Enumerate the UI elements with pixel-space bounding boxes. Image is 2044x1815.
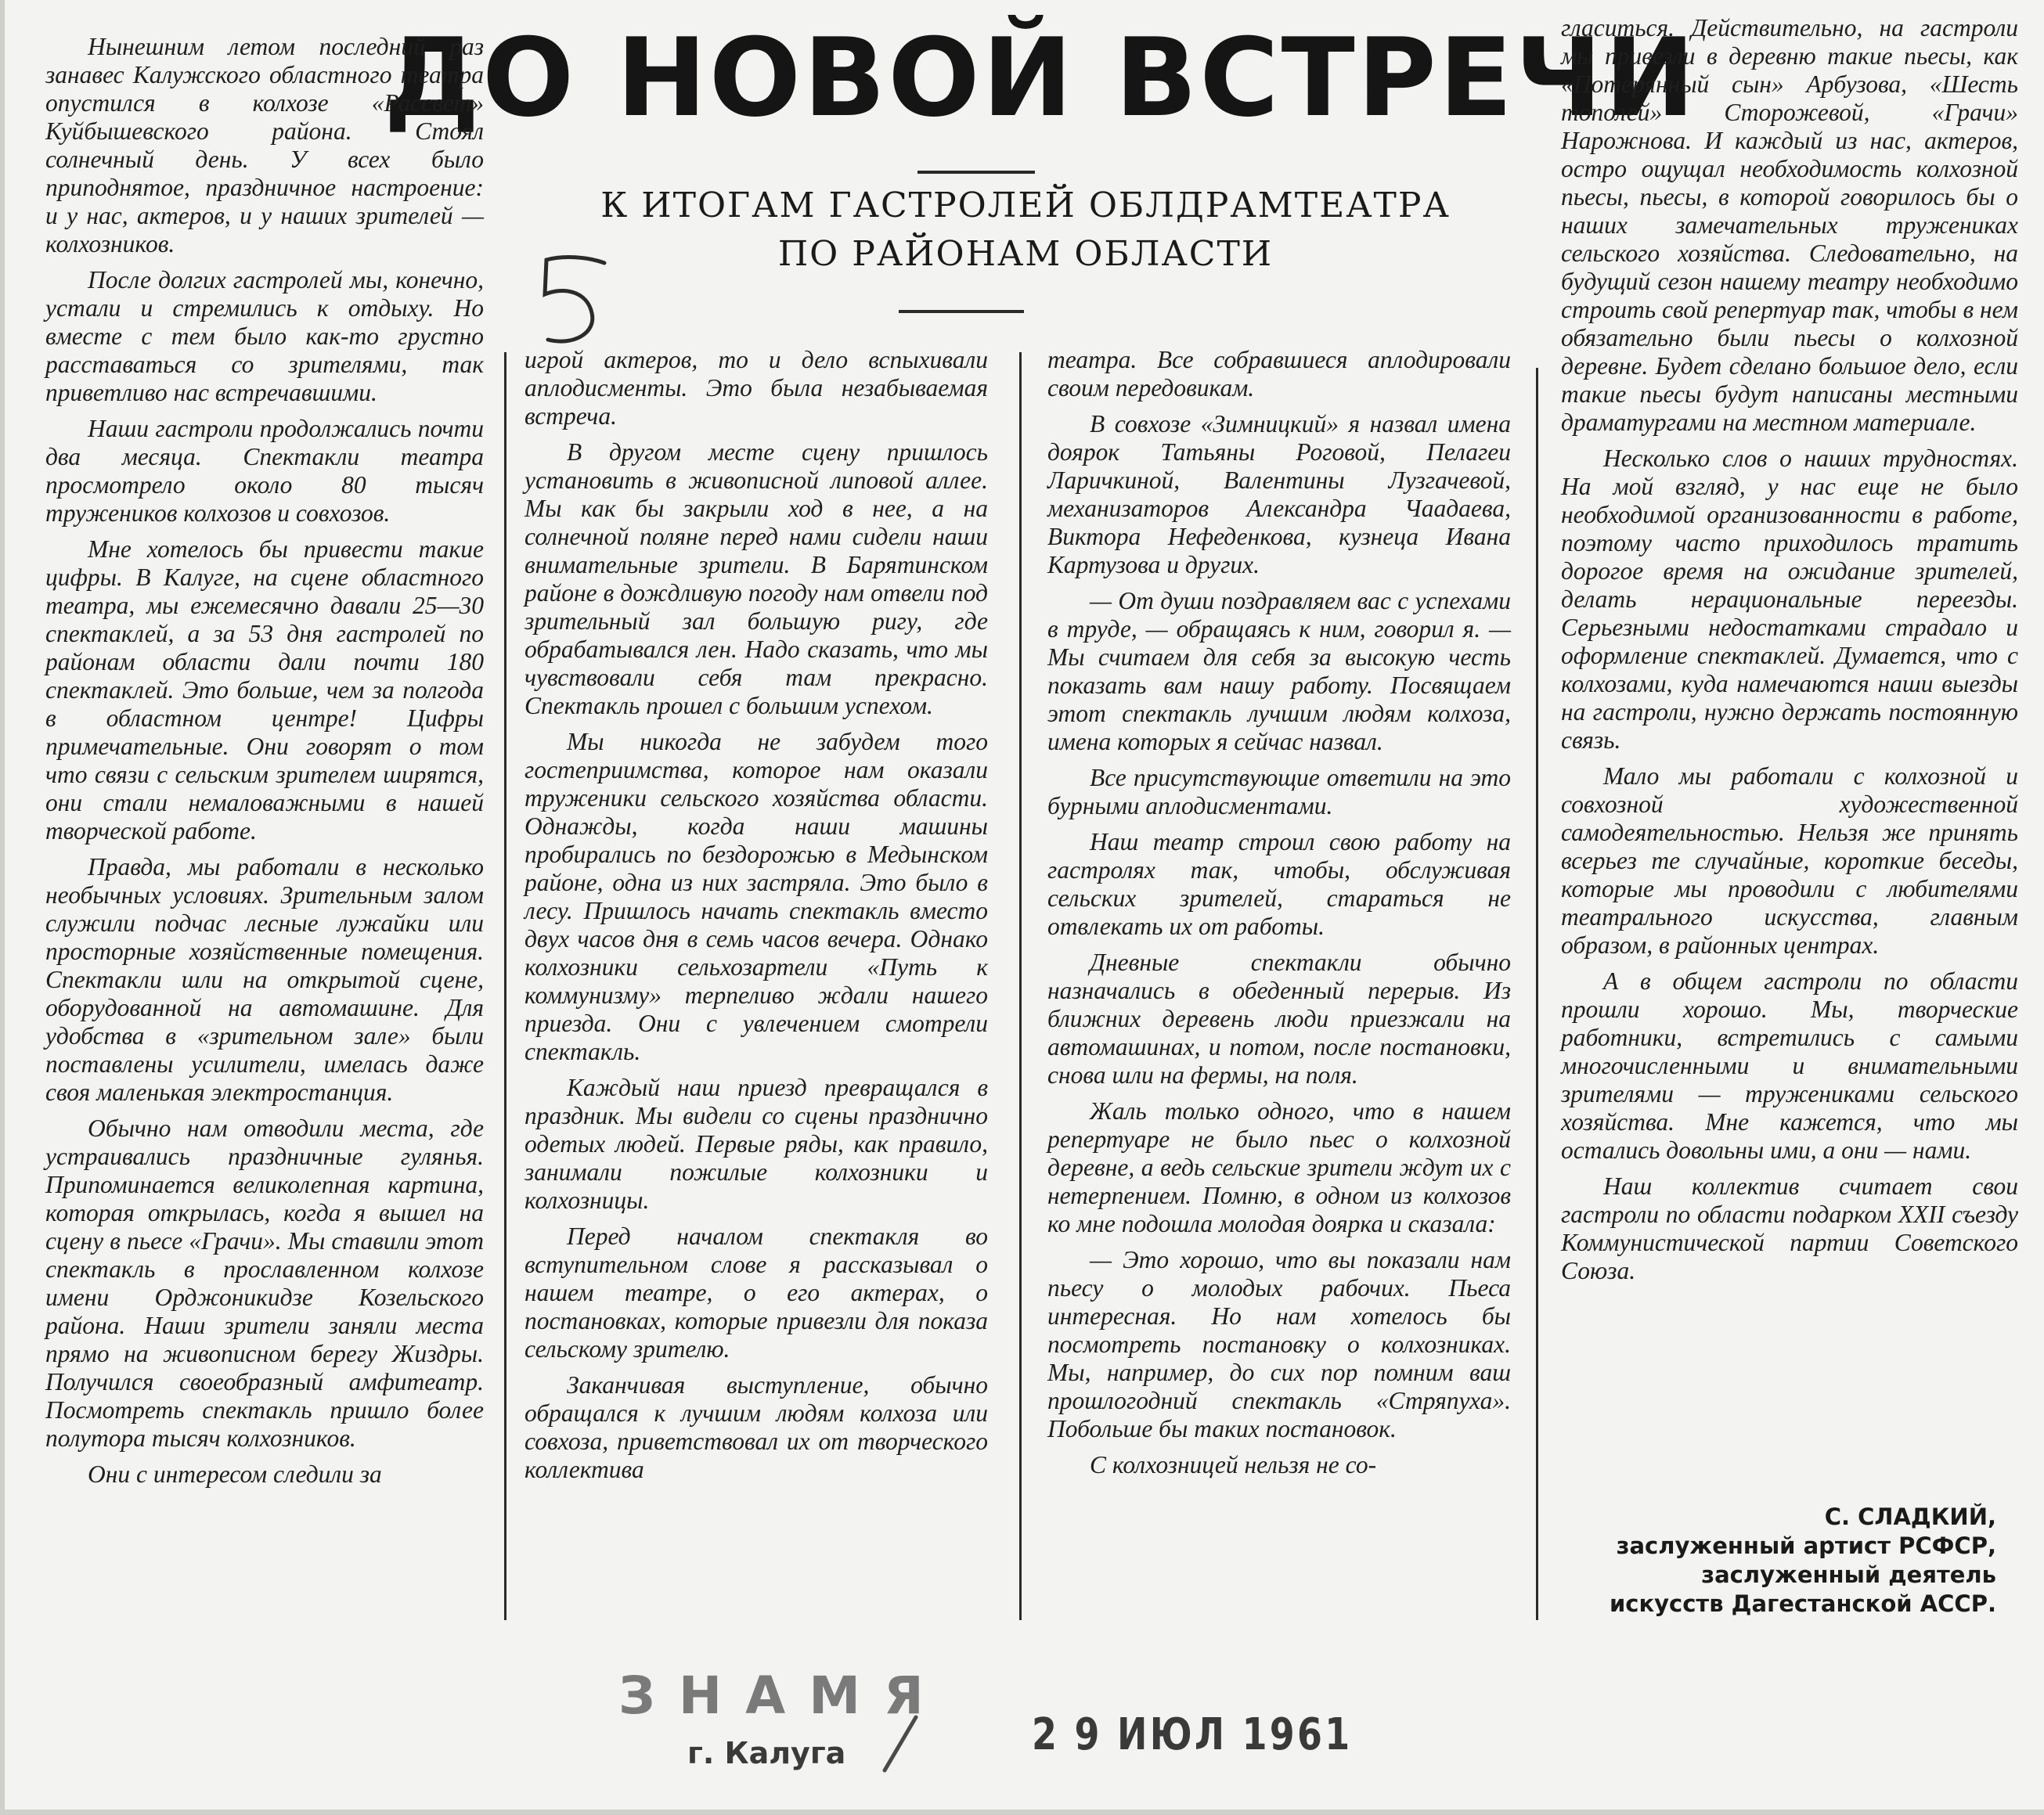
paragraph: Наш коллектив считает свои гастроли по области подарком XXII съезду Коммунистической партии Советского Союза.: [1561, 1172, 2018, 1284]
paragraph: Мне хотелось бы привести такие цифры. В Калуге, на сцене областного театра, мы ежемесячно давали 25—30 спектаклей, а за 53 дня гастролей по районам области дали почти 180 спектаклей. Это больше, чем за полгода в областном центре! Цифры примечательные. Они говорят о том что связи с сельским зрителем ширятся, они стали немаловажными в нашей творческой работе.: [45, 535, 484, 844]
subtitle-line-1: К ИТОГАМ ГАСТРОЛЕЙ ОБЛДРАМТЕАТРА: [600, 185, 1451, 225]
left-paper-edge: [0, 0, 5, 1815]
subtitle-line-2: ПО РАЙОНАМ ОБЛАСТИ: [777, 234, 1274, 274]
paragraph: А в общем гастроли по области прошли хорошо. Мы, творческие работники, встретились с самыми многочисленными и внимательными зрителями — тружениками сельского хозяйства. Мне кажется, что мы остались довольны ими, а они — нами.: [1561, 967, 2018, 1164]
title-divider: [917, 171, 1035, 174]
column-rule-1: [504, 352, 506, 1620]
subtitle-divider: [899, 310, 1024, 313]
paragraph: После долгих гастролей мы, конечно, устали и стремились к отдыху. Но вместе с тем было как-то грустно расставаться со зрителями, так приветливо нас встречавшими.: [45, 266, 484, 406]
paragraph: Все присутствующие ответили на это бурными аплодисментами.: [1047, 764, 1511, 819]
column-rule-3: [1536, 368, 1538, 1620]
paragraph: гласиться. Действительно, на гастроли мы привезли в деревню такие пьесы, как «Потерянный сын» Арбузова, «Шесть тополей» Сторожевой, «Грачи» Нарожнова. И каждый из нас, актеров, остро ощущал необходимость колхозной пьесы, пьесы, в которой говорилось бы о наших замечательных тружениках сельского хозяйства. Следовательно, на будущий сезон нашему театру необходимо строить свой репертуар так, чтобы в нем обязательно были пьесы о колхозной деревне. Будет сделано большое дело, если такие пьесы будут написаны местными драматургами на местном материале.: [1561, 14, 2018, 436]
paragraph: Обычно нам отводили места, где устраивались праздничные гулянья. Припоминается великолепная картина, которая открылась, когда я вышел на сцену в пьесе «Грачи». Мы ставили этот спектакль в прославленном колхозе имени Орджоникидзе Козельского района. Наши зрители заняли места прямо на живописном берегу Жиздры. Получился своеобразный амфитеатр. Посмотреть спектакль пришло более полутора тысяч колхозников.: [45, 1115, 484, 1452]
paragraph: В совхозе «Зимницкий» я назвал имена доярок Татьяны Роговой, Пелагеи Ларичкиной, Валентины Лузгачевой, механизаторов Александра Чаадаева, Виктора Нефеденкова, кузнеца Ивана Картузова и других.: [1047, 410, 1511, 578]
text-column-2: [525, 346, 988, 1492]
paragraph: Мало мы работали с колхозной и совхозной художественной самодеятельностью. Нельзя же принять всерьез те случайные, короткие беседы, которые мы проводили с любителями театрального искусства, главным образом, в районных центрах.: [1561, 762, 2018, 959]
column-rule-2: [1019, 352, 1022, 1620]
paragraph: Мы никогда не забудем того гостеприимства, которое нам оказали труженики сельского хозяйства области. Однажды, когда наши машины пробирались по бездорожью в Медынском районе, одна из них застряла. Это было в лесу. Пришлось начать спектакль вместо двух часов дня в семь часов вечера. Однако колхозники сельхозартели «Путь к коммунизму» терпеливо ждали нашего приезда. Они с увлечением смотрели спектакль.: [525, 728, 988, 1065]
author-signature: [1527, 1503, 1996, 1619]
article-title: ДО НОВОЙ ВСТРЕЧИ: [384, 15, 1698, 141]
article-subtitle: [548, 182, 1503, 279]
text-column-1: [45, 33, 484, 1496]
bottom-paper-edge: [0, 1810, 2044, 1815]
paragraph: Нынешним летом последний раз занавес Калужского областного театра опустился в колхозе «Рассвет» Куйбышевского района. Стоял солнечный день. У всех было приподнятое, праздничное настроение: и у нас, актеров, и у наших зрителей — колхозников.: [45, 33, 484, 257]
paragraph: Перед началом спектакля во вступительном слове я рассказывал о нашем театре, о его актерах, о постановках, которые привезли для показа сельскому зрителю.: [525, 1223, 988, 1363]
stamp-date: 2 9 ИЮЛ 1961: [1032, 1709, 1353, 1760]
paragraph: Они с интересом следили за: [88, 1460, 382, 1488]
author-title: заслуженный деятель: [1701, 1561, 1996, 1588]
stamp-slash-mark: [877, 1712, 924, 1775]
paragraph: В другом месте сцену пришлось установить в живописной липовой аллее. Мы как бы закрыли ход в нее, а на солнечной поляне перед нами сидели наши внимательные зрители. В Барятинском районе в дождливую погоду нам отвели под зрительный зал большую ригу, где обрабатывался лен. Надо сказать, что мы чувствовали себя там прекрасно. Спектакль прошел с большим успехом.: [525, 438, 988, 719]
archive-stamp: [618, 1666, 1401, 1783]
text-column-3: [1047, 346, 1511, 1487]
paragraph: Каждый наш приезд превращался в праздник. Мы видели со сцены празднично одетых людей. Первые ряды, как правило, занимали пожилые колхозники и колхозницы.: [525, 1074, 988, 1214]
paragraph: игрой актеров, то и дело вспыхивали аплодисменты. Это была незабываемая встреча.: [525, 346, 988, 430]
paragraph: — От души поздравляем вас с успехами в труде, — обращаясь к ним, говорил я. — Мы считаем для себя за высокую честь показать вам нашу работу. Посвящаем этот спектакль лучшим людям колхоза, имена которых я сейчас назвал.: [1047, 587, 1511, 755]
author-title: искусств Дагестанской АССР.: [1609, 1590, 1996, 1617]
handwritten-page-number: [532, 249, 618, 351]
paragraph: — Это хорошо, что вы показали нам пьесу о молодых рабочих. Пьеса интересная. Но нам хотелось бы посмотреть постановку о колхозниках. Мы, например, до сих пор помним ваш прошлогодний спектакль «Стряпуха». Побольше бы таких постановок.: [1047, 1246, 1511, 1442]
stamp-city: г. Калуга: [687, 1736, 846, 1770]
paragraph: Заканчивая выступление, обычно обращался к лучшим людям колхоза или совхоза, приветствовал их от творческого коллектива: [525, 1371, 988, 1483]
paragraph: С колхозницей нельзя не со-: [1090, 1451, 1377, 1478]
paragraph: Наш театр строил свою работу на гастролях так, чтобы, обслуживая сельских зрителей, стараться не отвлекать их от работы.: [1047, 828, 1511, 940]
author-title: заслуженный артист РСФСР,: [1616, 1532, 1996, 1559]
paragraph: театра. Все собравшиеся аплодировали своим передовикам.: [1047, 346, 1511, 402]
paragraph: Правда, мы работали в несколько необычных условиях. Зрительным залом служили подчас лесные лужайки или просторные хозяйственные помещения. Спектакли шли на открытой сцене, оборудованной на автомашине. Для удобства в «зрительном зале» были поставлены усилители, имелась даже своя маленькая электростанция.: [45, 853, 484, 1106]
paragraph: Жаль только одного, что в нашем репертуаре не было пьес о колхозной деревне, а ведь сельские зрители ждут их с нетерпением. Помню, в одном из колхозов ко мне подошла молодая доярка и сказала:: [1047, 1097, 1511, 1237]
author-name: С. СЛАДКИЙ,: [1824, 1503, 1996, 1530]
stamp-newspaper-name: ЗНАМЯ: [618, 1666, 947, 1726]
text-column-4: [1561, 14, 2018, 1293]
paragraph: Несколько слов о наших трудностях. На мой взгляд, у нас еще не было необходимой организованности в работе, поэтому часто приходилось тратить дорогое время на ожидание зрителей, делать нерациональные переезды. Серьезными недостатками страдало и оформление спектаклей. Думается, что с колхозами, куда намечаются наши выезды на гастроли, нужно держать постоянную связь.: [1561, 445, 2018, 754]
paragraph: Дневные спектакли обычно назначались в обеденный перерыв. Из ближних деревень люди приезжали на автомашинах, и потом, после постановки, снова шли на фермы, на поля.: [1047, 949, 1511, 1089]
paragraph: Наши гастроли продолжались почти два месяца. Спектакли театра просмотрело около 80 тысяч тружеников колхозов и совхозов.: [45, 415, 484, 527]
